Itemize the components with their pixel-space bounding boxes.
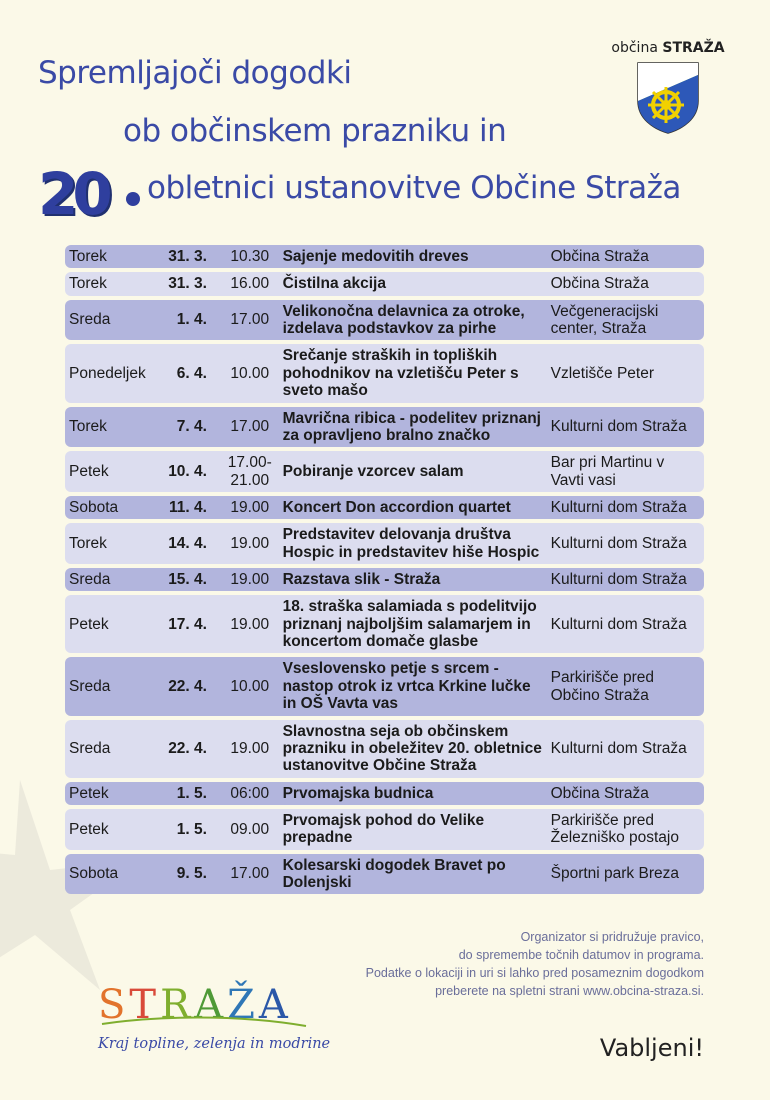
event-place: Občina Straža [547, 272, 704, 295]
event-time: 16.00 [221, 272, 279, 295]
event-day: Petek [65, 809, 153, 850]
event-row [65, 451, 704, 492]
event-row [65, 272, 704, 295]
event-place: Bar pri Martinu v Vavti vasi [547, 451, 704, 492]
event-time: 19.00 [221, 720, 279, 778]
event-time: 19.00 [221, 568, 279, 591]
note-line: Organizator si pridružuje pravico, [520, 930, 704, 944]
event-place: Kulturni dom Straža [547, 720, 704, 778]
anniversary-number: 20 [38, 160, 107, 228]
event-name: Prvomajska budnica [279, 782, 547, 805]
straza-brand-logo [96, 978, 336, 1058]
event-place: Parkirišče pred Občino Straža [547, 657, 704, 715]
event-date: 6. 4. [153, 344, 221, 402]
event-date: 14. 4. [153, 523, 221, 564]
event-name: Mavrična ribica - podelitev priznanj za opravljeno bralno značko [279, 407, 547, 448]
municipality-prefix: občina [611, 40, 658, 56]
event-place: Kulturni dom Straža [547, 496, 704, 519]
event-name: Srečanje straških in topliških pohodnikov na vzletišču Peter s sveto mašo [279, 344, 547, 402]
event-name: Koncert Don accordion quartet [279, 496, 547, 519]
event-day: Sobota [65, 496, 153, 519]
invitation-text: Vabljeni! [599, 1034, 704, 1062]
event-day: Petek [65, 595, 153, 653]
event-place: Kulturni dom Straža [547, 523, 704, 564]
event-time: 19.00 [221, 595, 279, 653]
event-row [65, 344, 704, 402]
event-name: 18. straška salamiada s podelitvijo priznanj najboljšim salamarjem in koncertom domače glasbe [279, 595, 547, 653]
note-line: preberete na spletni strani www.obcina-straza.si. [435, 984, 704, 999]
event-place: Občina Straža [547, 245, 704, 268]
event-row [65, 782, 704, 805]
svg-text:Kraj topline, zelenja in modri: Kraj topline, zelenja in modrine [98, 1036, 331, 1052]
event-date: 15. 4. [153, 568, 221, 591]
title-line-2: ob občinskem prazniku in [123, 113, 507, 149]
event-date: 31. 3. [153, 245, 221, 268]
event-date: 31. 3. [153, 272, 221, 295]
coat-of-arms-icon [636, 61, 700, 135]
event-row [65, 523, 704, 564]
event-name: Predstavitev delovanja društva Hospic in predstavitev hiše Hospic [279, 523, 547, 564]
event-row [65, 854, 704, 895]
event-name: Čistilna akcija [279, 272, 547, 295]
events-table [65, 241, 704, 898]
event-date: 10. 4. [153, 451, 221, 492]
event-day: Torek [65, 272, 153, 295]
event-date: 11. 4. [153, 496, 221, 519]
event-name: Sajenje medovitih dreves [279, 245, 547, 268]
municipality-logo [603, 40, 733, 135]
event-row [65, 496, 704, 519]
event-date: 1. 5. [153, 782, 221, 805]
event-name: Razstava slik - Straža [279, 568, 547, 591]
event-row [65, 245, 704, 268]
event-row [65, 300, 704, 341]
event-time: 10.00 [221, 344, 279, 402]
event-day: Torek [65, 407, 153, 448]
event-name: Vseslovensko petje s srcem - nastop otrok iz vrtca Krkine lučke in OŠ Vavta vas [279, 657, 547, 715]
event-row [65, 595, 704, 653]
event-day: Sreda [65, 720, 153, 778]
event-row [65, 720, 704, 778]
anniversary-number-dot [126, 192, 140, 206]
event-name: Slavnostna seja ob občinskem prazniku in obeležitev 20. obletnice ustanovitve Občine Straža [279, 720, 547, 778]
event-place: Občina Straža [547, 782, 704, 805]
municipality-label [603, 40, 733, 56]
event-date: 22. 4. [153, 720, 221, 778]
event-place: Vzletišče Peter [547, 344, 704, 402]
event-place: Kulturni dom Straža [547, 407, 704, 448]
event-time: 17.00 [221, 407, 279, 448]
event-name: Kolesarski dogodek Bravet po Dolenjski [279, 854, 547, 895]
event-date: 9. 5. [153, 854, 221, 895]
event-day: Ponedeljek [65, 344, 153, 402]
event-time: 17.00 [221, 300, 279, 341]
organizer-note [284, 928, 704, 1001]
event-day: Sobota [65, 854, 153, 895]
event-day: Petek [65, 451, 153, 492]
event-name: Velikonočna delavnica za otroke, izdelava podstavkov za pirhe [279, 300, 547, 341]
event-day: Sreda [65, 657, 153, 715]
event-day: Sreda [65, 568, 153, 591]
event-time: 10.30 [221, 245, 279, 268]
event-row [65, 657, 704, 715]
title-line-1: Spremljajoči dogodki [38, 55, 352, 91]
event-row [65, 568, 704, 591]
event-day: Petek [65, 782, 153, 805]
event-date: 7. 4. [153, 407, 221, 448]
event-time: 09.00 [221, 809, 279, 850]
event-time: 17.00-21.00 [221, 451, 279, 492]
event-time: 19.00 [221, 496, 279, 519]
event-place: Večgeneracijski center, Straža [547, 300, 704, 341]
event-time: 17.00 [221, 854, 279, 895]
title-line-3: obletnici ustanovitve Občine Straža [147, 170, 681, 206]
event-day: Torek [65, 245, 153, 268]
events-table-body [65, 245, 704, 894]
event-place: Parkirišče pred Železniško postajo [547, 809, 704, 850]
event-place: Športni park Breza [547, 854, 704, 895]
event-place: Kulturni dom Straža [547, 568, 704, 591]
note-line: do spremembe točnih datumov in programa. [458, 948, 704, 963]
note-line: Podatke o lokaciji in uri si lahko pred posameznim dogodkom [365, 966, 704, 981]
event-row [65, 809, 704, 850]
event-name: Pobiranje vzorcev salam [279, 451, 547, 492]
event-date: 17. 4. [153, 595, 221, 653]
event-place: Kulturni dom Straža [547, 595, 704, 653]
event-date: 1. 4. [153, 300, 221, 341]
event-row [65, 407, 704, 448]
svg-text:STRAŽA: STRAŽA [98, 982, 292, 1028]
event-time: 06:00 [221, 782, 279, 805]
event-date: 1. 5. [153, 809, 221, 850]
event-day: Sreda [65, 300, 153, 341]
event-name: Prvomajsk pohod do Velike prepadne [279, 809, 547, 850]
event-date: 22. 4. [153, 657, 221, 715]
event-time: 19.00 [221, 523, 279, 564]
event-day: Torek [65, 523, 153, 564]
event-time: 10.00 [221, 657, 279, 715]
municipality-name: STRAŽA [662, 40, 725, 56]
